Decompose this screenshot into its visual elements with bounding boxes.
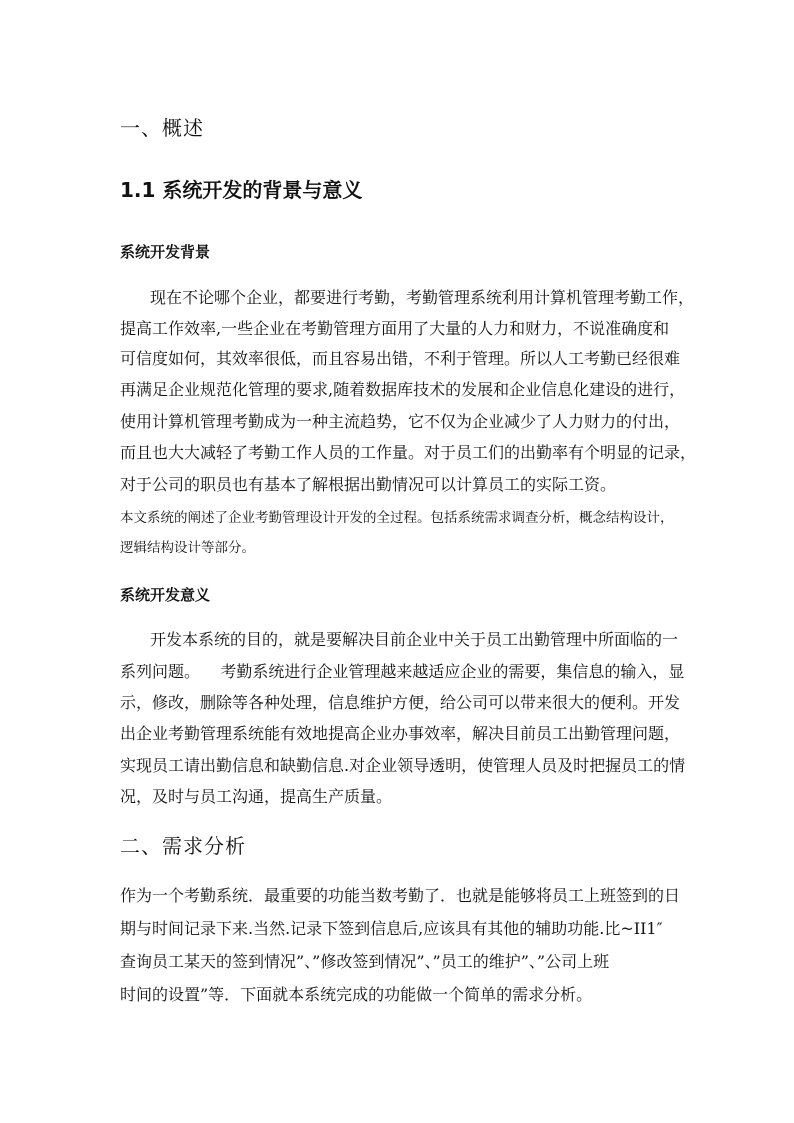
paragraph-line: 可信度如何，其效率很低，而且容易出错，不利于管理。所以人工考勤已经很难: [120, 349, 681, 368]
paragraph-line: 使用计算机管理考勤成为一种主流趋势，它不仅为企业减少了人力财力的付出，: [120, 412, 681, 431]
meaning-heading: 系统开发意义: [120, 586, 211, 604]
paragraph-line: 示，修改，删除等各种处理，信息维护方便，给公司可以带来很大的便利。开发: [120, 693, 681, 712]
note-line: 本文系统的阐述了企业考勤管理设计开发的全过程。包括系统需求调查分析，概念结构设计，: [120, 510, 674, 526]
paragraph-line: 系列问题。 考勤系统进行企业管理越来越适应企业的需要，集信息的输入，显: [120, 662, 685, 681]
paragraph-line: 现在不论哪个企业，都要进行考勤，考勤管理系统利用计算机管理考勤工作，: [150, 288, 695, 307]
paragraph-line: 作为一个考勤系统．最重要的功能当数考勤了．也就是能够将员工上班签到的日: [120, 886, 681, 905]
paragraph-line: 时间的设置”等．下面就本系统完成的功能做一个简单的需求分析。: [120, 985, 593, 1004]
paragraph-line: 查询员工某天的签到情况”、”修改签到情况”、”员工的维护”、”公司上班: [120, 952, 610, 971]
note-line: 逻辑结构设计等部分。: [120, 540, 255, 556]
paragraph-line: 实现员工请出勤信息和缺勤信息.对企业领导透明，使管理人员及时把握员工的情: [120, 756, 686, 775]
paragraph-line: 再满足企业规范化管理的要求,随着数据库技术的发展和企业信息化建设的进行，: [120, 380, 686, 399]
paragraph-line: 开发本系统的目的，就是要解决目前企业中关于员工出勤管理中所面临的一: [150, 630, 679, 649]
background-heading: 系统开发背景: [120, 243, 211, 261]
paragraph-line: 期与时间记录下来.当然.记录下签到信息后,应该具有其他的辅助功能.比~II1″: [120, 919, 663, 938]
paragraph-line: 况，及时与员工沟通，提高生产质量。: [120, 787, 393, 806]
requirements-heading: 二、需求分析: [120, 834, 246, 858]
background-section-heading: 1.1 系统开发的背景与意义: [120, 178, 363, 202]
paragraph-line: 而且也大大减轻了考勤工作人员的工作量。对于员工们的出勤率有个明显的记录，: [120, 443, 697, 462]
paragraph-line: 对于公司的职员也有基本了解根据出勤情况可以计算员工的实际工资。: [120, 475, 617, 494]
paragraph-line: 提高工作效率,一些企业在考勤管理方面用了大量的人力和财力，不说准确度和: [120, 319, 670, 338]
paragraph-line: 出企业考勤管理系统能有效地提高企业办事效率，解决目前员工出勤管理问题，: [120, 724, 681, 743]
overview-heading: 一、概述: [120, 116, 204, 140]
